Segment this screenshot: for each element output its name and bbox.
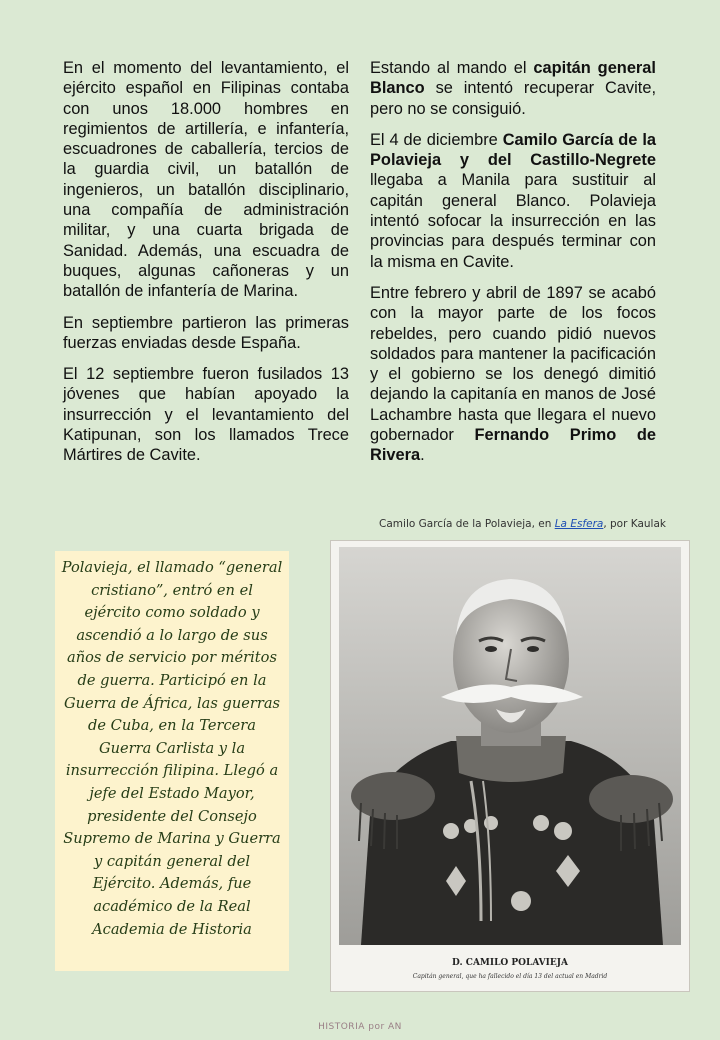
left-column <box>63 58 349 477</box>
text-run: llegaba a Manila para sustituir al capitán general Blanco. Polavieja intentó sofocar la insurrección en las provincias para después terminar con la misma en Cavite. <box>370 171 656 271</box>
paragraph-1897 <box>370 283 656 466</box>
text-run: Entre febrero y abril de 1897 se acabó con la mayor parte de los focos rebeldes, pero cuando pidió nuevos soldados para mantener la pacificación y el gobierno se los denegó dimitió dejando la capitanía en manos de José Lachambre hasta que llegara el nuevo gobernador <box>370 283 656 445</box>
text-run: . <box>420 446 425 465</box>
portrait-photo <box>331 541 689 991</box>
right-column <box>370 58 656 477</box>
portrait-image <box>330 540 690 992</box>
bold-name-polavieja: Camilo García de la Polavieja y del Castillo-Negrete <box>370 130 656 170</box>
caption-link-la-esfera[interactable]: La Esfera <box>554 518 604 530</box>
portrait-subtitle: Capitán general, que ha fallecido el día 13 del actual en Madrid <box>412 973 608 980</box>
caption-prefix: Camilo García de la Polavieja, en <box>379 518 555 530</box>
caption-suffix: , por Kaulak <box>603 518 666 530</box>
image-caption <box>330 518 666 530</box>
bold-name-blanco: capitán general Blanco <box>370 59 656 98</box>
paragraph-september: En septiembre partieron las primeras fuerzas enviadas desde España. <box>63 313 349 352</box>
page-footer: HISTORIA por AN <box>318 1022 402 1032</box>
text-run: Estando al mando el <box>370 59 534 77</box>
portrait-title: D. CAMILO POLAVIEJA <box>452 958 568 968</box>
paragraph-martyrs: El 12 septiembre fueron fusilados 13 jóvenes que habían apoyado la insurrección y el levantamiento del Katipunan, son los llamados Trece Mártires de Cavite. <box>63 365 349 465</box>
sidebar-note <box>55 551 289 971</box>
text-run: El 4 de diciembre <box>370 130 503 149</box>
text-run: se intentó recuperar Cavite, pero no se consiguió. <box>370 79 656 118</box>
paragraph-polavieja-arrival <box>370 130 656 272</box>
bold-name-primo-de-rivera: Fernando Primo de Rivera <box>370 426 656 465</box>
sidebar-note-text: Polavieja, el llamado “general cristiano”, entró en el ejército como soldado y ascendió a lo largo de sus años de servicio por méritos de guerra. Participó en la Guerra de África, las guerras de Cuba, en la Tercera Guerra Carlista y la insurrección filipina. Llegó a jefe del Estado Mayor, presidente del Consejo Supremo de Marina y Guerra y capitán general del Ejército. Además, fue académico de la Real Academia de Historia <box>61 559 283 938</box>
paragraph-army: En el momento del levantamiento, el ejército español en Filipinas contaba con unos 18.000 hombres en regimientos de artillería, e infantería, escuadrones de caballería, tercios de la guardia civil, un batallón de ingenieros, un batallón disciplinario, una compañía de administración militar, y una cuarta brigada de Sanidad. Además, una escuadra de buques, algunas cañoneras y un batallón de infantería de Marina. <box>63 59 349 301</box>
paragraph-blanco <box>370 58 656 119</box>
